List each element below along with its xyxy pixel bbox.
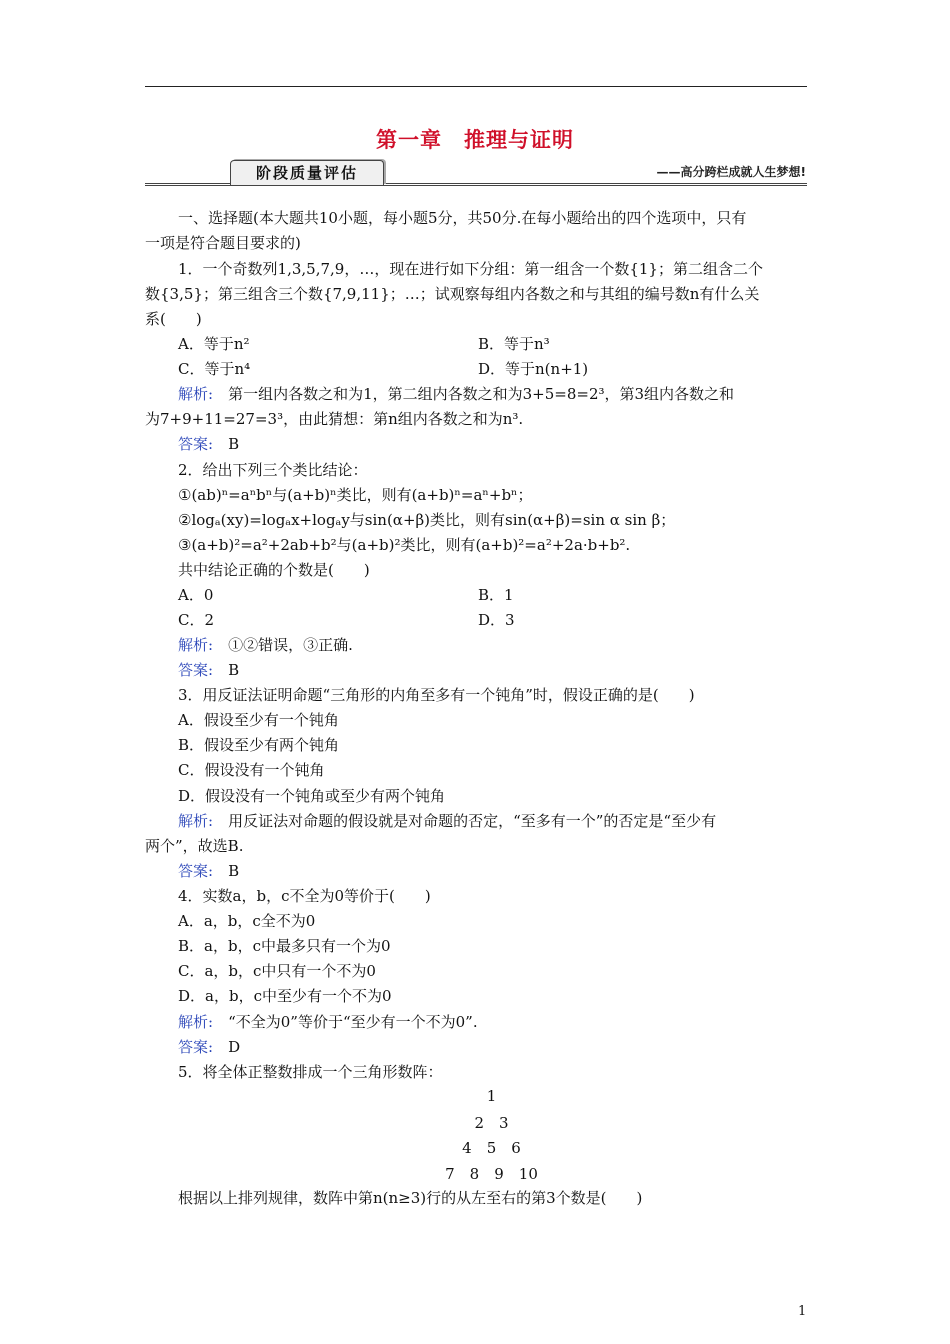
q2-answer-value: B (213, 661, 240, 679)
q4-option-c: C．a，b，c中只有一个不为0 (178, 962, 376, 980)
q2-option-d: D．3 (478, 611, 515, 629)
q2-option-b: B．1 (478, 586, 514, 604)
q1-analysis (178, 384, 734, 404)
q1-answer (178, 434, 239, 454)
banner-tab: 阶段质量评估 (230, 160, 384, 185)
q1-option-d: D．等于n(n+1) (478, 360, 589, 378)
triangle-row-1: 1 (486, 1087, 497, 1105)
q2-item-2: ②logₐ(xy)=logₐx+logₐy与sin(α+β)类比，则有sin(α+β)=sin α sin β； (178, 511, 676, 529)
q2-option-c: C．2 (178, 611, 215, 629)
header-rule (145, 86, 807, 87)
q3-option-b: B．假设至少有两个钝角 (178, 736, 340, 754)
q2-item-3: ③(a+b)²=a²+2ab+b²与(a+b)²类比，则有(a+b)²=a²+2a·b+b². (178, 536, 631, 554)
q1-stem-line-2: 数{3,5}；第三组含三个数{7,9,11}；…；试观察每组内各数之和与其组的编号数n有什么关 (145, 285, 760, 303)
q3-stem: 3．用反证法证明命题“三角形的内角至多有一个钝角”时，假设正确的是( ) (178, 686, 695, 704)
q1-analysis-line-2: 为7+9+11=27=3³，由此猜想：第n组内各数之和为n³. (145, 410, 524, 428)
answer-label: 答案: (178, 862, 214, 880)
q2-answer (178, 660, 239, 680)
q1-analysis-text: 第一组内各数之和为1，第二组内各数之和为3+5=8=2³，第3组内各数之和 (213, 385, 735, 403)
q3-option-a: A．假设至少有一个钝角 (178, 711, 339, 729)
chapter-title: 第一章 推理与证明 (376, 128, 574, 152)
answer-label: 答案: (178, 1038, 214, 1056)
page-number: 1 (798, 1304, 807, 1319)
section-intro-line-1: 一、选择题(本大题共10小题，每小题5分，共50分.在每小题给出的四个选项中，只有 (178, 209, 747, 227)
q4-option-a: A．a，b，c全不为0 (178, 912, 316, 930)
triangle-row-4: 7 8 9 10 (445, 1165, 538, 1183)
q2-option-a: A．0 (178, 586, 214, 604)
q4-stem: 4．实数a，b，c不全为0等价于( ) (178, 887, 431, 905)
q2-question: 共中结论正确的个数是( ) (178, 561, 370, 579)
slogan: ——高分跨栏成就人生梦想! (656, 165, 806, 179)
q4-option-d: D．a，b，c中至少有一个不为0 (178, 987, 392, 1005)
answer-label: 答案: (178, 661, 214, 679)
q1-option-b: B．等于n³ (478, 335, 550, 353)
q1-answer-value: B (213, 435, 240, 453)
analysis-label: 解析: (178, 1013, 214, 1031)
answer-label: 答案: (178, 435, 214, 453)
analysis-label: 解析: (178, 385, 214, 403)
q5-stem: 5．将全体正整数排成一个三角形数阵： (178, 1063, 443, 1081)
q3-option-c: C．假设没有一个钝角 (178, 761, 325, 779)
q3-analysis-text: 用反证法对命题的假设就是对命题的否定，“至多有一个”的否定是“至少有 (213, 812, 717, 830)
q2-item-1: ①(ab)ⁿ=aⁿbⁿ与(a+b)ⁿ类比，则有(a+b)ⁿ=aⁿ+bⁿ； (178, 486, 533, 504)
q4-analysis-text: “不全为0”等价于“至少有一个不为0”. (213, 1013, 478, 1031)
q1-option-a: A．等于n² (178, 335, 250, 353)
q3-answer (178, 861, 239, 881)
q5-question: 根据以上排列规律，数阵中第n(n≥3)行的从左至右的第3个数是( ) (178, 1189, 643, 1207)
analysis-label: 解析: (178, 812, 214, 830)
q4-analysis (178, 1012, 478, 1032)
q2-analysis-text: ①②错误，③正确. (213, 636, 353, 654)
q1-stem-line-3: 系( ) (145, 310, 202, 328)
analysis-label: 解析: (178, 636, 214, 654)
section-intro-line-2: 一项是符合题目要求的) (145, 234, 301, 252)
q1-option-c: C．等于n⁴ (178, 360, 251, 378)
q3-analysis (178, 811, 716, 831)
q3-analysis-line-2: 两个”，故选B. (145, 837, 244, 855)
triangle-row-2: 2 3 (474, 1114, 509, 1132)
q4-answer-value: D (213, 1038, 241, 1056)
q2-analysis (178, 635, 353, 655)
q3-answer-value: B (213, 862, 240, 880)
q4-answer (178, 1037, 240, 1057)
triangle-row-3: 4 5 6 (462, 1139, 521, 1157)
q4-option-b: B．a，b，c中最多只有一个为0 (178, 937, 391, 955)
q3-option-d: D．假设没有一个钝角或至少有两个钝角 (178, 787, 446, 805)
q1-stem-line-1: 1．一个奇数列1,3,5,7,9，…，现在进行如下分组：第一组含一个数{1}；第二组含二个 (178, 260, 763, 278)
q2-stem: 2．给出下列三个类比结论： (178, 461, 368, 479)
